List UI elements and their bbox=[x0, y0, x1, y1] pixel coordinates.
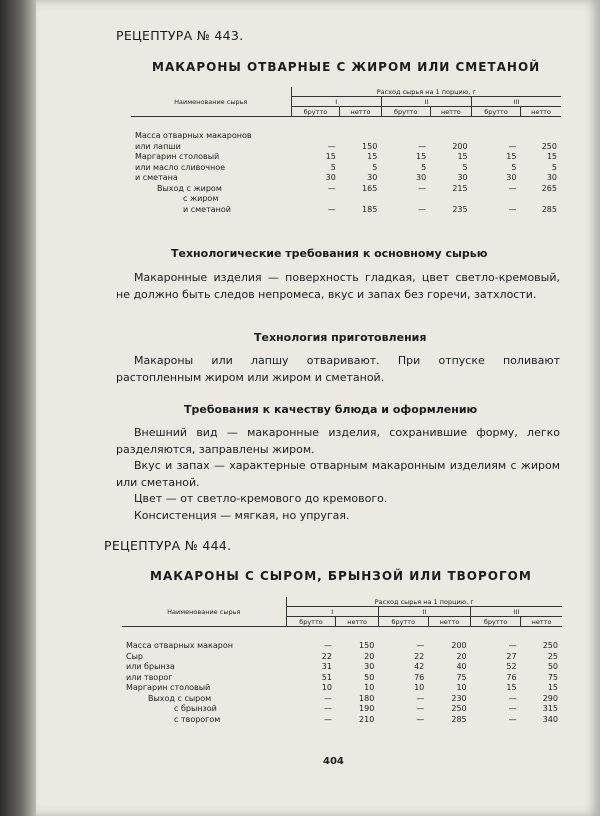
ingredient-name: Маргарин столовый bbox=[135, 152, 220, 161]
table-col-III: III bbox=[472, 97, 561, 107]
quality-text bbox=[116, 425, 560, 524]
tech-text bbox=[116, 353, 560, 386]
table-row bbox=[122, 694, 562, 705]
table-cell bbox=[472, 194, 521, 205]
ingredient-name: или творог bbox=[126, 672, 173, 682]
table-cell: 40 bbox=[456, 662, 467, 671]
table-cell: — bbox=[508, 183, 517, 193]
table-cell: 50 bbox=[364, 672, 375, 682]
table-cell: 5 bbox=[551, 162, 557, 172]
table-cell: 15 bbox=[367, 152, 378, 161]
table-cell: 285 bbox=[541, 204, 557, 214]
table-cell bbox=[520, 131, 561, 142]
recipe-443-table bbox=[131, 87, 561, 215]
table-cell: 20 bbox=[364, 651, 375, 661]
table-cell: — bbox=[418, 204, 427, 214]
table-sub-gross: брутто bbox=[472, 107, 521, 117]
table-cell: 22 bbox=[321, 651, 332, 661]
table-sub-net: нетто bbox=[340, 107, 381, 117]
ingredient-name: и сметана bbox=[135, 173, 178, 182]
table-cell: 15 bbox=[546, 152, 557, 161]
table-cell: 250 bbox=[542, 641, 558, 650]
table-cell: 285 bbox=[451, 714, 467, 724]
table-col-I: I bbox=[291, 97, 381, 107]
table-cell: 230 bbox=[451, 693, 467, 703]
table-sub-gross: брутто bbox=[291, 107, 340, 117]
table-consumption-header: Расход сырья на 1 порцию, г bbox=[291, 87, 561, 97]
table-cell: — bbox=[508, 704, 517, 713]
ingredient-name: с жиром bbox=[183, 194, 219, 203]
table-cell: 5 bbox=[511, 162, 517, 172]
table-cell bbox=[340, 194, 381, 205]
table-sub-gross: брутто bbox=[378, 617, 428, 627]
ingredient-name: и сметаной bbox=[183, 204, 231, 214]
table-cell: 185 bbox=[362, 204, 378, 214]
recipe-444-title: РЕЦЕПТУРА № 444. bbox=[104, 538, 232, 553]
table-cell: 25 bbox=[547, 651, 558, 661]
table-cell: — bbox=[416, 714, 425, 724]
table-cell: 30 bbox=[546, 173, 557, 182]
table-cell: — bbox=[508, 714, 517, 724]
table-cell: 10 bbox=[414, 683, 425, 692]
table-cell: 5 bbox=[421, 162, 427, 172]
table-sub-net: нетто bbox=[336, 617, 378, 627]
table-cell bbox=[340, 131, 381, 142]
table-cell: 290 bbox=[542, 693, 558, 703]
table-col-III: III bbox=[471, 607, 562, 617]
table-cell: 52 bbox=[506, 662, 517, 671]
recipe-444-table bbox=[122, 597, 562, 725]
table-cell: 5 bbox=[330, 162, 336, 172]
table-row bbox=[122, 673, 562, 684]
ingredient-name: Маргарин столовый bbox=[126, 683, 211, 692]
table-cell: 235 bbox=[452, 204, 468, 214]
table-cell bbox=[430, 131, 471, 142]
table-cell: 30 bbox=[364, 662, 375, 671]
table-cell: 76 bbox=[414, 672, 425, 682]
table-row bbox=[122, 662, 562, 673]
table-cell: 27 bbox=[506, 651, 517, 661]
table-row bbox=[131, 184, 561, 195]
table-cell: 10 bbox=[321, 683, 332, 692]
table-cell: 51 bbox=[321, 672, 332, 682]
table-sub-gross: брутто bbox=[381, 107, 430, 117]
table-cell: 15 bbox=[415, 152, 427, 161]
ingredient-name: Масса отварных макарон bbox=[126, 641, 233, 650]
table-cell: 30 bbox=[367, 173, 378, 182]
recipe-443-dish-title: МАКАРОНЫ ОТВАРНЫЕ С ЖИРОМ ИЛИ СМЕТАНОЙ bbox=[152, 60, 541, 74]
table-cell bbox=[291, 131, 340, 142]
table-cell: 210 bbox=[359, 714, 375, 724]
table-cell: 200 bbox=[451, 641, 467, 650]
table-cell: — bbox=[508, 204, 517, 214]
ingredient-name: или масло сливочное bbox=[135, 162, 226, 172]
recipe-443-title: РЕЦЕПТУРА № 443. bbox=[116, 28, 244, 43]
quality-title: Требования к качеству блюда и оформлению bbox=[184, 403, 478, 416]
table-cell: 75 bbox=[547, 672, 558, 682]
table-cell: 30 bbox=[506, 173, 517, 182]
table-cell: 30 bbox=[415, 173, 427, 182]
table-cell: 165 bbox=[362, 183, 378, 193]
page-number: 404 bbox=[323, 756, 344, 767]
req-raw-paragraph: Макаронные изделия — поверхность гладкая, цвет светло-кремовый, не должно быть следов непромеса, вкус и запах без горечи, затхлости. bbox=[116, 271, 560, 301]
table-cell: 15 bbox=[325, 152, 336, 161]
quality-appearance: Внешний вид — макаронные изделия, сохранившие форму, легко разделяются, заправлены жиром. bbox=[116, 426, 560, 456]
table-cell: 150 bbox=[362, 141, 378, 151]
table-sub-net: нетто bbox=[428, 617, 470, 627]
table-cell bbox=[472, 131, 521, 142]
table-row bbox=[131, 173, 561, 184]
table-cell: 15 bbox=[506, 683, 517, 692]
table-cell: 15 bbox=[457, 152, 468, 161]
table-cell: — bbox=[508, 141, 517, 151]
table-cell bbox=[381, 194, 430, 205]
table-sub-net: нетто bbox=[521, 617, 562, 627]
table-cell: 250 bbox=[541, 141, 557, 151]
ingredient-name: Масса отварных макаронов bbox=[135, 131, 252, 140]
ingredient-name: или брынза bbox=[126, 662, 175, 671]
ingredient-name: Выход с сыром bbox=[148, 693, 212, 703]
table-cell: — bbox=[418, 141, 427, 151]
tech-paragraph: Макароны или лапшу отваривают. При отпуске поливают растопленным жиром или жиром и сметаной. bbox=[116, 354, 560, 384]
table-cell: 76 bbox=[506, 672, 517, 682]
table-row bbox=[122, 652, 562, 663]
table-cell: 50 bbox=[547, 662, 558, 671]
table-cell bbox=[430, 194, 471, 205]
ingredient-name: с брынзой bbox=[174, 704, 217, 713]
table-cell: — bbox=[508, 641, 517, 650]
book-gutter-shadow bbox=[0, 0, 36, 816]
table-cell: 190 bbox=[359, 704, 375, 713]
req-raw-title: Технологические требования к основному сырью bbox=[171, 247, 488, 260]
table-row bbox=[122, 641, 562, 652]
table-cell: 15 bbox=[506, 152, 517, 161]
table-consumption-header: Расход сырья на 1 порцию, г bbox=[286, 597, 562, 607]
table-cell: 30 bbox=[457, 173, 468, 182]
recipe-444-dish-title: МАКАРОНЫ С СЫРОМ, БРЫНЗОЙ ИЛИ ТВОРОГОМ bbox=[150, 569, 532, 583]
ingredient-name: Сыр bbox=[126, 651, 143, 661]
table-row bbox=[131, 142, 561, 153]
table-sub-net: нетто bbox=[520, 107, 561, 117]
quality-taste: Вкус и запах — характерные отварным макаронным изделиям с жиром или сметаной. bbox=[116, 459, 560, 489]
table-cell: 340 bbox=[542, 714, 558, 724]
table-cell: — bbox=[416, 641, 425, 650]
table-row bbox=[131, 152, 561, 163]
table-cell: 75 bbox=[456, 672, 467, 682]
table-col-I: I bbox=[286, 607, 378, 617]
ingredient-name: с творогом bbox=[174, 714, 221, 724]
table-row bbox=[122, 683, 562, 694]
table-cell: 5 bbox=[372, 162, 378, 172]
table-cell bbox=[520, 194, 561, 205]
table-cell: — bbox=[327, 204, 336, 214]
table-cell: 20 bbox=[456, 651, 467, 661]
table-row bbox=[131, 194, 561, 205]
table-cell: 200 bbox=[452, 141, 468, 151]
table-sub-gross: брутто bbox=[286, 617, 336, 627]
table-sub-net: нетто bbox=[430, 107, 471, 117]
table-name-header: Наименование сырья bbox=[122, 597, 286, 627]
table-name-header: Наименование сырья bbox=[131, 87, 291, 117]
table-cell: — bbox=[323, 693, 332, 703]
table-cell bbox=[291, 194, 340, 205]
table-cell: — bbox=[418, 183, 427, 193]
table-cell: 250 bbox=[451, 704, 467, 713]
table-cell: 150 bbox=[359, 641, 375, 650]
table-sub-gross: брутто bbox=[471, 617, 521, 627]
table-cell: — bbox=[416, 693, 425, 703]
table-row bbox=[131, 205, 561, 216]
table-cell: 31 bbox=[321, 662, 332, 671]
req-raw-text bbox=[116, 270, 560, 303]
table-cell: — bbox=[327, 183, 336, 193]
table-cell: 15 bbox=[547, 683, 558, 692]
table-cell: — bbox=[323, 714, 332, 724]
ingredient-name: Выход с жиром bbox=[157, 183, 222, 193]
table-row bbox=[131, 131, 561, 142]
table-row bbox=[131, 163, 561, 174]
quality-color: Цвет — от светло-кремового до кремового. bbox=[134, 492, 388, 505]
table-cell: 42 bbox=[414, 662, 425, 671]
table-cell: 22 bbox=[414, 651, 425, 661]
table-cell: — bbox=[323, 704, 332, 713]
table-cell: — bbox=[508, 693, 517, 703]
table-cell: 30 bbox=[325, 173, 336, 182]
quality-consistency: Консистенция — мягкая, но упругая. bbox=[134, 508, 350, 522]
table-cell: 215 bbox=[452, 183, 468, 193]
tech-title: Технология приготовления bbox=[254, 331, 427, 344]
table-cell bbox=[381, 131, 430, 142]
table-cell: — bbox=[323, 641, 332, 650]
table-row bbox=[122, 715, 562, 726]
table-cell: 315 bbox=[542, 704, 558, 713]
table-row bbox=[122, 704, 562, 715]
table-cell: 5 bbox=[462, 162, 468, 172]
table-cell: — bbox=[416, 704, 425, 713]
table-cell: 265 bbox=[541, 183, 557, 193]
table-cell: 180 bbox=[359, 693, 375, 703]
table-cell: 10 bbox=[456, 683, 467, 692]
table-col-II: II bbox=[381, 97, 471, 107]
ingredient-name: или лапши bbox=[135, 141, 181, 151]
table-cell: — bbox=[327, 141, 336, 151]
table-cell: 10 bbox=[364, 683, 375, 692]
table-col-II: II bbox=[378, 607, 470, 617]
